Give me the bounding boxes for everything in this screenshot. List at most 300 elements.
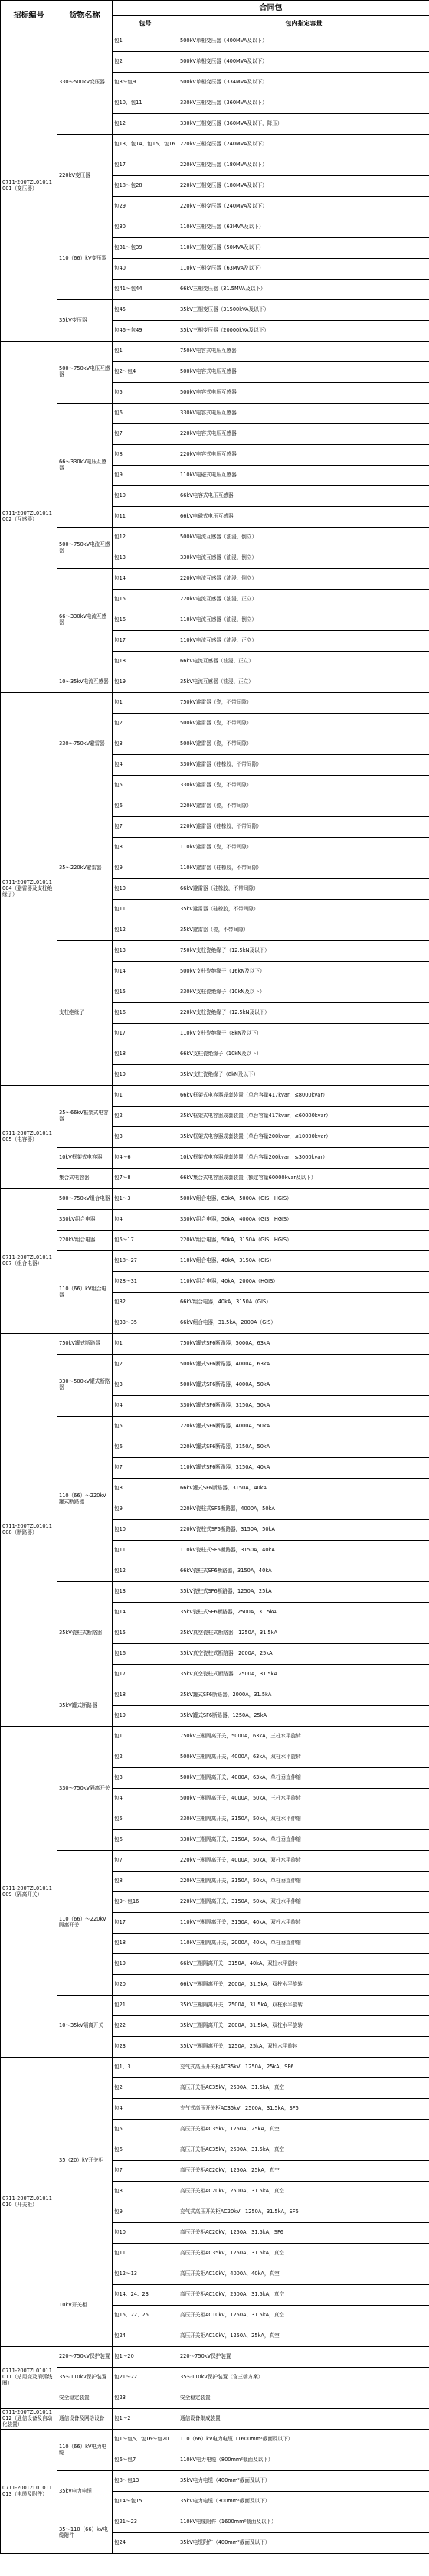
package-description-cell: 35kV三相变压器（20000kVA及以下） bbox=[178, 321, 429, 342]
package-number-cell: 包1 bbox=[113, 1727, 178, 1747]
package-description-cell: 500kV组合电器，63kA，5000A（GIS，HGIS） bbox=[178, 1189, 429, 1210]
goods-name-cell: 66～330kV电流互感器 bbox=[57, 569, 113, 672]
package-number-cell: 包6 bbox=[113, 404, 178, 424]
package-number-cell: 包18～包28 bbox=[113, 176, 178, 197]
table-row bbox=[1, 2512, 429, 2533]
package-description-cell: 35kV罐式SF6断路器，2000A，31.5kA bbox=[178, 1685, 429, 1706]
table-row bbox=[1, 796, 429, 817]
package-number-cell: 包5 bbox=[113, 383, 178, 404]
package-description-cell: 充气式高压开关柜AC35kV，2500A，31.5kA，SF6 bbox=[178, 2099, 429, 2120]
package-number-cell: 包8 bbox=[113, 1872, 178, 1892]
package-description-cell: 66kV三相变压器（31.5MVA及以下） bbox=[178, 280, 429, 300]
package-description-cell: 66kV支柱瓷绝缘子（10kN及以下） bbox=[178, 1044, 429, 1065]
package-description-cell: 66kV集合式电容器成套装置（额定容量60000kvar及以下） bbox=[178, 1169, 429, 1189]
package-description-cell: 220kV电容式电压互感器 bbox=[178, 424, 429, 445]
header-row-top bbox=[1, 1, 429, 16]
package-description-cell: 35kV三相隔离开关，2000A，31.5kA，双柱水平旋转 bbox=[178, 2016, 429, 2037]
package-number-cell: 包1 bbox=[113, 31, 178, 52]
package-description-cell: 66kV组合电器，40kA，3150A（GIS） bbox=[178, 1293, 429, 1313]
package-description-cell: 高压开关柜AC35kV，2500A，31.5kA，真空 bbox=[178, 2078, 429, 2099]
package-description-cell: 110kV避雷器（硅橡胶，不带间隙） bbox=[178, 858, 429, 879]
package-number-cell: 包1 bbox=[113, 342, 178, 362]
package-number-cell: 包19 bbox=[113, 672, 178, 693]
package-description-cell: 35kV三相隔离开关，2500A，31.5kA，双柱水平旋转 bbox=[178, 1996, 429, 2016]
package-description-cell: 110kV电磁式电压互感器 bbox=[178, 466, 429, 486]
goods-name-cell: 110（66）kV组合电器 bbox=[57, 1251, 113, 1334]
package-number-cell: 包18 bbox=[113, 1044, 178, 1065]
package-description-cell: 330kV三相变压器（360MVA及以下） bbox=[178, 93, 429, 114]
goods-name-cell: 35kV电力电缆 bbox=[57, 2471, 113, 2512]
package-number-cell: 包3 bbox=[113, 1127, 178, 1148]
column-header-goods: 货物名称 bbox=[57, 1, 113, 31]
package-description-cell: 220kV避雷器（瓷，不带间隙） bbox=[178, 796, 429, 817]
package-number-cell: 包8 bbox=[113, 445, 178, 466]
package-description-cell: 220～750kV保护装置 bbox=[178, 2347, 429, 2368]
package-description-cell: 110kV支柱瓷绝缘子（8kN及以下） bbox=[178, 1024, 429, 1044]
package-description-cell: 220kV三相变压器（180MVA及以下） bbox=[178, 155, 429, 176]
goods-name-cell: 220kV变压器 bbox=[57, 135, 113, 217]
package-number-cell: 包19 bbox=[113, 1706, 178, 1727]
package-description-cell: 220kV三相变压器（240MVA及以下） bbox=[178, 197, 429, 217]
package-number-cell: 包10 bbox=[113, 2223, 178, 2244]
goods-name-cell: 35kV瓷柱式断路器 bbox=[57, 1582, 113, 1685]
package-description-cell: 66kV电流互感器（油浸、正立） bbox=[178, 652, 429, 672]
goods-name-cell: 集合式电容器 bbox=[57, 1169, 113, 1189]
package-number-cell: 包32 bbox=[113, 1293, 178, 1313]
package-number-cell: 包1～2 bbox=[113, 2409, 178, 2430]
package-number-cell: 包7 bbox=[113, 1458, 178, 1479]
package-number-cell: 包10、包11 bbox=[113, 93, 178, 114]
table-row bbox=[1, 941, 429, 962]
tender-index-cell: 0711-200TZL01011009（隔离开关） bbox=[1, 1727, 57, 2058]
package-number-cell: 包3 bbox=[113, 1375, 178, 1396]
package-number-cell: 包11 bbox=[113, 900, 178, 920]
package-description-cell: 330kV三相隔离开关，3150A，50kA，双柱水平伸缩 bbox=[178, 1809, 429, 1830]
table-row bbox=[1, 2347, 429, 2368]
package-number-cell: 包24 bbox=[113, 2326, 178, 2347]
package-number-cell: 包19 bbox=[113, 1065, 178, 1086]
goods-name-cell: 35～220kV避雷器 bbox=[57, 796, 113, 941]
package-description-cell: 66kV避雷器（硅橡胶，不带间隙） bbox=[178, 879, 429, 900]
table-row bbox=[1, 1189, 429, 1210]
package-description-cell: 500kV单相变压器（400MVA及以下） bbox=[178, 31, 429, 52]
package-number-cell: 包15 bbox=[113, 590, 178, 610]
table-row bbox=[1, 693, 429, 714]
package-description-cell: 500kV避雷器（瓷，不带间隙） bbox=[178, 734, 429, 755]
package-number-cell: 包12 bbox=[113, 114, 178, 135]
package-number-cell: 包40 bbox=[113, 259, 178, 280]
package-number-cell: 包6 bbox=[113, 1830, 178, 1851]
goods-name-cell: 220～750kV保护装置 bbox=[57, 2347, 113, 2368]
package-description-cell: 500kV罐式SF6断路器，4000A，50kA bbox=[178, 1375, 429, 1396]
package-number-cell: 包1 bbox=[113, 693, 178, 714]
package-description-cell: 35kV三相变压器（31500kVA及以下） bbox=[178, 300, 429, 321]
package-number-cell: 包5 bbox=[113, 1417, 178, 1437]
package-number-cell: 包45 bbox=[113, 300, 178, 321]
package-description-cell: 220kV三相隔离开关，4000A，50kA，双柱水平旋转 bbox=[178, 1851, 429, 1872]
package-description-cell: 750kV支柱瓷绝缘子（12.5kN及以下） bbox=[178, 941, 429, 962]
package-description-cell: 66kV三相隔离开关，2000A，31.5kA，双柱水平旋转 bbox=[178, 1975, 429, 1996]
package-number-cell: 包14 bbox=[113, 569, 178, 590]
table-row bbox=[1, 2409, 429, 2430]
package-description-cell: 220kV罐式SF6断路器，3150A，50kA bbox=[178, 1437, 429, 1458]
package-number-cell: 包9 bbox=[113, 2202, 178, 2223]
table-row bbox=[1, 1210, 429, 1231]
table-row bbox=[1, 342, 429, 362]
package-description-cell: 66kV电容式电压互感器 bbox=[178, 486, 429, 507]
package-description-cell: 330kV电容式电压互感器 bbox=[178, 404, 429, 424]
table-row bbox=[1, 1727, 429, 1747]
package-number-cell: 包1 bbox=[113, 1086, 178, 1107]
package-number-cell: 包21 bbox=[113, 1996, 178, 2016]
package-number-cell: 包8 bbox=[113, 2182, 178, 2202]
package-number-cell: 包29 bbox=[113, 197, 178, 217]
package-description-cell: 66kV罐式SF6断路器，3150A，40kA bbox=[178, 1479, 429, 1499]
package-number-cell: 包13 bbox=[113, 1582, 178, 1603]
tender-index-cell: 0711-200TZL01011007（组合电器） bbox=[1, 1189, 57, 1334]
tender-index-cell: 0711-200TZL01011010（开关柜） bbox=[1, 2058, 57, 2347]
package-number-cell: 包23 bbox=[113, 2037, 178, 2058]
package-number-cell: 包19 bbox=[113, 1954, 178, 1975]
package-number-cell: 包12～13 bbox=[113, 2264, 178, 2285]
package-number-cell: 包2 bbox=[113, 714, 178, 734]
package-description-cell: 220kV三相隔离开关，3150A，50kA，双柱水平伸缩 bbox=[178, 1892, 429, 1913]
tender-index-cell: 0711-200TZL01011005（电容器） bbox=[1, 1086, 57, 1189]
package-number-cell: 包2 bbox=[113, 1107, 178, 1127]
goods-name-cell: 330～500kV罐式断路器 bbox=[57, 1355, 113, 1417]
goods-name-cell: 110（66）kV变压器 bbox=[57, 217, 113, 300]
package-number-cell: 包5 bbox=[113, 776, 178, 796]
table-row bbox=[1, 1086, 429, 1107]
package-description-cell: 通信设备集成装置 bbox=[178, 2409, 429, 2430]
package-number-cell: 包18 bbox=[113, 652, 178, 672]
package-number-cell: 包17 bbox=[113, 631, 178, 652]
package-description-cell: 220kV组合电器，50kA，3150A（GIS，HGIS） bbox=[178, 1231, 429, 1251]
package-description-cell: 110kV避雷器（瓷，不带间隙） bbox=[178, 838, 429, 858]
package-description-cell: 110kV电缆附件（1600mm²截面及以下） bbox=[178, 2512, 429, 2533]
package-number-cell: 包6 bbox=[113, 2140, 178, 2161]
goods-name-cell: 35～66kV框架式电容器 bbox=[57, 1086, 113, 1148]
table-row bbox=[1, 31, 429, 52]
table-row bbox=[1, 135, 429, 155]
table-row bbox=[1, 2058, 429, 2078]
package-description-cell: 220kV三相隔离开关，3150A，50kA，单柱垂直伸缩 bbox=[178, 1872, 429, 1892]
package-number-cell: 包21～22 bbox=[113, 2368, 178, 2388]
table-row bbox=[1, 528, 429, 548]
package-number-cell: 包24 bbox=[113, 2533, 178, 2554]
package-number-cell: 包20 bbox=[113, 1975, 178, 1996]
package-number-cell: 包3～包9 bbox=[113, 73, 178, 93]
package-description-cell: 330kV避雷器（瓷，不带间隙） bbox=[178, 776, 429, 796]
table-row bbox=[1, 300, 429, 321]
package-number-cell: 包17 bbox=[113, 1913, 178, 1934]
table-row bbox=[1, 2471, 429, 2492]
package-description-cell: 220kV三相变压器（240MVA及以下） bbox=[178, 135, 429, 155]
package-description-cell: 110kV电力电缆（800mm²截面及以下） bbox=[178, 2450, 429, 2471]
package-number-cell: 包10 bbox=[113, 486, 178, 507]
goods-name-cell: 35（20）kV开关柜 bbox=[57, 2058, 113, 2264]
package-description-cell: 35kV电流互感器（油浸、正立） bbox=[178, 672, 429, 693]
goods-name-cell: 10～35kV隔离开关 bbox=[57, 1996, 113, 2058]
goods-name-cell: 110（66）kV电力电缆 bbox=[57, 2430, 113, 2471]
goods-name-cell: 330～500kV变压器 bbox=[57, 31, 113, 135]
goods-name-cell: 安全稳定装置 bbox=[57, 2388, 113, 2409]
tender-index-cell: 0711-200TZL01011001（变压器） bbox=[1, 31, 57, 342]
table-row bbox=[1, 1582, 429, 1603]
package-number-cell: 包9～包16 bbox=[113, 1892, 178, 1913]
package-number-cell: 包8 bbox=[113, 838, 178, 858]
package-number-cell: 包15、22、25 bbox=[113, 2306, 178, 2326]
package-number-cell: 包4 bbox=[113, 2099, 178, 2120]
package-description-cell: 35kV框架式电容器成套装置（单台容量200kvar，≤10000kvar） bbox=[178, 1127, 429, 1148]
package-description-cell: 220kV罐式SF6断路器，4000A，50kA bbox=[178, 1417, 429, 1437]
package-number-cell: 包18～27 bbox=[113, 1251, 178, 1272]
package-number-cell: 包3 bbox=[113, 734, 178, 755]
package-number-cell: 包1 bbox=[113, 1334, 178, 1355]
tender-index-cell: 0711-200TZL01011012（通信设备及自动化装置） bbox=[1, 2409, 57, 2430]
package-description-cell: 安全稳定装置 bbox=[178, 2388, 429, 2409]
package-number-cell: 包4 bbox=[113, 1210, 178, 1231]
package-description-cell: 500kV电容式电压互感器 bbox=[178, 362, 429, 383]
goods-name-cell: 10kV开关柜 bbox=[57, 2264, 113, 2347]
package-description-cell: 充气式高压开关柜AC35kV，1250A，25kA，SF6 bbox=[178, 2058, 429, 2078]
package-description-cell: 110kV电流互感器（油浸、正立） bbox=[178, 631, 429, 652]
package-number-cell: 包14、24、23 bbox=[113, 2285, 178, 2306]
package-description-cell: 750kV罐式SF6断路器，5000A，63kA bbox=[178, 1334, 429, 1355]
package-number-cell: 包16 bbox=[113, 610, 178, 631]
column-header-index: 招标编号 bbox=[1, 1, 57, 31]
goods-name-cell: 通信设备及网络设备 bbox=[57, 2409, 113, 2430]
package-number-cell: 包33～35 bbox=[113, 1313, 178, 1334]
table-row bbox=[1, 1231, 429, 1251]
table-row bbox=[1, 1685, 429, 1706]
goods-name-cell: 500～750kV组合电器 bbox=[57, 1189, 113, 1210]
package-description-cell: 110kV三相隔离开关，3150A，40kA，双柱水平旋转 bbox=[178, 1913, 429, 1934]
column-header-package: 包号 bbox=[113, 16, 178, 31]
goods-name-cell: 10～35kV电流互感器 bbox=[57, 672, 113, 693]
package-description-cell: 220kV瓷柱式SF6断路器，3150A，50kA bbox=[178, 1520, 429, 1541]
package-number-cell: 包2 bbox=[113, 1747, 178, 1768]
goods-name-cell: 35kV罐式断路器 bbox=[57, 1685, 113, 1727]
package-number-cell: 包4～6 bbox=[113, 1148, 178, 1169]
table-row bbox=[1, 404, 429, 424]
package-description-cell: 500kV单相变压器（400MVA及以下） bbox=[178, 52, 429, 73]
package-description-cell: 330kV电流互感器（油浸、倒立） bbox=[178, 548, 429, 569]
goods-name-cell: 支柱绝缘子 bbox=[57, 941, 113, 1086]
package-description-cell: 110kV三相变压器（63MVA及以下） bbox=[178, 259, 429, 280]
table-row bbox=[1, 217, 429, 238]
tender-index-cell: 0711-200TZL01011002（互感器） bbox=[1, 342, 57, 693]
goods-name-cell: 35～110kV保护装置 bbox=[57, 2368, 113, 2388]
package-description-cell: 220kV避雷器（硅橡胶，不带间隙） bbox=[178, 817, 429, 838]
package-description-cell: 330kV三相变压器（360MVA及以下，降压） bbox=[178, 114, 429, 135]
package-number-cell: 包5～17 bbox=[113, 1231, 178, 1251]
goods-name-cell: 35kV变压器 bbox=[57, 300, 113, 342]
package-description-cell: 330kV支柱瓷绝缘子（10kN及以下） bbox=[178, 982, 429, 1003]
package-number-cell: 包15 bbox=[113, 1623, 178, 1644]
package-description-cell: 35kV电缆附件（400mm²截面及以下） bbox=[178, 2533, 429, 2554]
package-description-cell: 高压开关柜AC10kV，1250A，25kA，真空 bbox=[178, 2326, 429, 2347]
package-number-cell: 包11 bbox=[113, 507, 178, 528]
package-description-cell: 500kV三相隔离开关，4000A，63kA，双柱水平旋转 bbox=[178, 1747, 429, 1768]
tender-index-cell: 0711-200TZL01011004（避雷器及支柱绝缘子） bbox=[1, 693, 57, 1086]
table-row bbox=[1, 1417, 429, 1437]
table-row bbox=[1, 1996, 429, 2016]
package-description-cell: 110kV罐式SF6断路器，3150A，40kA bbox=[178, 1458, 429, 1479]
package-description-cell: 220kV电流互感器（油浸、倒立） bbox=[178, 569, 429, 590]
package-number-cell: 包17 bbox=[113, 1024, 178, 1044]
package-number-cell: 包7 bbox=[113, 2161, 178, 2182]
goods-name-cell: 10kV框架式电容器 bbox=[57, 1148, 113, 1169]
package-number-cell: 包2 bbox=[113, 52, 178, 73]
goods-name-cell: 500～750kV电压互感器 bbox=[57, 342, 113, 404]
package-description-cell: 高压开关柜AC35kV，1250A，31.5kA，真空 bbox=[178, 2244, 429, 2264]
package-number-cell: 包6 bbox=[113, 796, 178, 817]
package-description-cell: 35kV真空瓷柱式断路器，2500A，31.5kA bbox=[178, 1665, 429, 1685]
package-description-cell: 35kV罐式SF6断路器，1250A，25kA bbox=[178, 1706, 429, 1727]
package-number-cell: 包9 bbox=[113, 466, 178, 486]
table-row bbox=[1, 2430, 429, 2450]
package-number-cell: 包2 bbox=[113, 1355, 178, 1375]
package-number-cell: 包2～包4 bbox=[113, 362, 178, 383]
package-description-cell: 500kV避雷器（瓷，不带间隙） bbox=[178, 714, 429, 734]
package-number-cell: 包15 bbox=[113, 982, 178, 1003]
package-description-cell: 高压开关柜AC20kV，2500A，31.5kA，真空 bbox=[178, 2182, 429, 2202]
package-number-cell: 包1、3 bbox=[113, 2058, 178, 2078]
package-description-cell: 500kV支柱瓷绝缘子（16kN及以下） bbox=[178, 962, 429, 982]
table-row bbox=[1, 1355, 429, 1375]
package-description-cell: 高压开关柜AC35kV，1250A，25kA，真空 bbox=[178, 2120, 429, 2140]
package-number-cell: 包21～23 bbox=[113, 2512, 178, 2533]
package-description-cell: 66kV三相隔离开关，3150A，40kA，双柱水平旋转 bbox=[178, 1954, 429, 1975]
package-number-cell: 包4 bbox=[113, 1396, 178, 1417]
package-number-cell: 包7～8 bbox=[113, 1169, 178, 1189]
package-description-cell: 500kV罐式SF6断路器，4000A，63kA bbox=[178, 1355, 429, 1375]
package-number-cell: 包31～包39 bbox=[113, 238, 178, 259]
package-number-cell: 包17 bbox=[113, 155, 178, 176]
package-description-cell: 500kV三相隔离开关，4000A，50kA，三柱水平旋转 bbox=[178, 1789, 429, 1809]
package-number-cell: 包18 bbox=[113, 1685, 178, 1706]
package-number-cell: 包1～3 bbox=[113, 1189, 178, 1210]
package-description-cell: 220kV电容式电压互感器 bbox=[178, 445, 429, 466]
package-number-cell: 包6 bbox=[113, 1437, 178, 1458]
package-number-cell: 包28～31 bbox=[113, 1272, 178, 1293]
table-row bbox=[1, 1251, 429, 1272]
package-number-cell: 包6～包7 bbox=[113, 2450, 178, 2471]
package-description-cell: 220kV电流互感器（油浸、正立） bbox=[178, 590, 429, 610]
column-header-group: 合同包 bbox=[113, 1, 429, 16]
package-description-cell: 35kV瓷柱式SF6断路器，1250A，25kA bbox=[178, 1582, 429, 1603]
package-description-cell: 330kV避雷器（硅橡胶，不带间隙） bbox=[178, 755, 429, 776]
package-description-cell: 750kV电容式电压互感器 bbox=[178, 342, 429, 362]
package-description-cell: 10kV框架式电容器成套装置（单台容量200kvar，≤3000kvar） bbox=[178, 1148, 429, 1169]
package-description-cell: 高压开关柜AC10kV，2500A，31.5kA，真空 bbox=[178, 2285, 429, 2306]
package-description-cell: 高压开关柜AC20kV，1250A，31.5kA，SF6 bbox=[178, 2223, 429, 2244]
package-description-cell: 35kV电力电缆（300mm²截面及以下） bbox=[178, 2492, 429, 2512]
table-row bbox=[1, 1334, 429, 1355]
package-description-cell: 35kV避雷器（瓷，不带间隙） bbox=[178, 920, 429, 941]
package-description-cell: 110kV三相隔离开关，2000A，40kA，单柱垂直伸缩 bbox=[178, 1934, 429, 1954]
package-description-cell: 500kV单相变压器（334MVA及以下） bbox=[178, 73, 429, 93]
package-description-cell: 高压开关柜AC10kV，4000A，40kA，真空 bbox=[178, 2264, 429, 2285]
tender-index-cell: 0711-200TZL01011013（电缆及附件） bbox=[1, 2430, 57, 2554]
table-row bbox=[1, 569, 429, 590]
package-description-cell: 高压开关柜AC10kV，1250A，31.5kA，真空 bbox=[178, 2306, 429, 2326]
package-description-cell: 110kV三相变压器（50MVA及以下） bbox=[178, 238, 429, 259]
package-description-cell: 66kV电磁式电压互感器 bbox=[178, 507, 429, 528]
package-description-cell: 330kV罐式SF6断路器，3150A，50kA bbox=[178, 1396, 429, 1417]
package-number-cell: 包23 bbox=[113, 2388, 178, 2409]
package-number-cell: 包1～包5、包16～包20 bbox=[113, 2430, 178, 2450]
package-description-cell: 330kV三相隔离开关，3150A，50kA，单柱垂直伸缩 bbox=[178, 1830, 429, 1851]
package-description-cell: 35kV瓷柱式SF6断路器，2500A，31.5kA bbox=[178, 1603, 429, 1623]
package-number-cell: 包41～包44 bbox=[113, 280, 178, 300]
package-number-cell: 包13 bbox=[113, 548, 178, 569]
package-number-cell: 包1～20 bbox=[113, 2347, 178, 2368]
package-description-cell: 110（66）kV电力电缆（1600mm²截面及以下） bbox=[178, 2430, 429, 2450]
package-number-cell: 包8 bbox=[113, 1479, 178, 1499]
package-description-cell: 220kV支柱瓷绝缘子（12.5kN及以下） bbox=[178, 1003, 429, 1024]
package-description-cell: 500kV电容式电压互感器 bbox=[178, 383, 429, 404]
package-description-cell: 500kV三相隔离开关，4000A，63kA，单柱垂直伸缩 bbox=[178, 1768, 429, 1789]
package-number-cell: 包12 bbox=[113, 528, 178, 548]
goods-name-cell: 220kV组合电器 bbox=[57, 1231, 113, 1251]
package-description-cell: 110kV三相变压器（63MVA及以下） bbox=[178, 217, 429, 238]
package-description-cell: 220kV瓷柱式SF6断路器，4000A，50kA bbox=[178, 1499, 429, 1520]
package-description-cell: 高压开关柜AC20kV，1250A，25kA，真空 bbox=[178, 2161, 429, 2182]
package-number-cell: 包18 bbox=[113, 1934, 178, 1954]
package-number-cell: 包17 bbox=[113, 1665, 178, 1685]
package-description-cell: 35kV真空瓷柱式断路器，2000A，25kA bbox=[178, 1644, 429, 1665]
package-description-cell: 66kV框架式电容器成套装置（单台容量417kvar，≤8000kvar） bbox=[178, 1086, 429, 1107]
package-number-cell: 包5 bbox=[113, 1809, 178, 1830]
package-number-cell: 包11 bbox=[113, 1541, 178, 1561]
package-number-cell: 包9 bbox=[113, 858, 178, 879]
package-number-cell: 包13、包14、包15、包16 bbox=[113, 135, 178, 155]
table-row bbox=[1, 1148, 429, 1169]
package-number-cell: 包16 bbox=[113, 1644, 178, 1665]
package-number-cell: 包7 bbox=[113, 817, 178, 838]
tender-index-cell: 0711-200TZL01011011（站用变及消弧线圈） bbox=[1, 2347, 57, 2409]
package-number-cell: 包14～包15 bbox=[113, 2492, 178, 2512]
package-number-cell: 包13 bbox=[113, 941, 178, 962]
package-description-cell: 35kV避雷器（硅橡胶，不带间隙） bbox=[178, 900, 429, 920]
package-number-cell: 包8～包13 bbox=[113, 2471, 178, 2492]
package-number-cell: 包4 bbox=[113, 1789, 178, 1809]
table-row bbox=[1, 2388, 429, 2409]
goods-name-cell: 66～330kV电压互感器 bbox=[57, 404, 113, 528]
package-description-cell: 500kV电流互感器（油浸、倒立） bbox=[178, 528, 429, 548]
package-description-cell: 35kV电力电缆（400mm²截面及以下） bbox=[178, 2471, 429, 2492]
goods-name-cell: 330kV组合电器 bbox=[57, 1210, 113, 1231]
table-row bbox=[1, 2264, 429, 2285]
package-description-cell: 高压开关柜AC35kV，2500A，31.5kA，真空 bbox=[178, 2140, 429, 2161]
package-number-cell: 包30 bbox=[113, 217, 178, 238]
package-description-cell: 35kV支柱瓷绝缘子（8kN及以下） bbox=[178, 1065, 429, 1086]
goods-name-cell: 500～750kV电流互感器 bbox=[57, 528, 113, 569]
goods-name-cell: 35～110（66）kV电缆附件 bbox=[57, 2512, 113, 2554]
package-description-cell: 330kV组合电器，50kA，4000A（GIS，HGIS） bbox=[178, 1210, 429, 1231]
package-description-cell: 220kV三相变压器（180MVA及以下） bbox=[178, 176, 429, 197]
package-number-cell: 包14 bbox=[113, 1603, 178, 1623]
package-number-cell: 包22 bbox=[113, 2016, 178, 2037]
goods-name-cell: 330～750kV隔离开关 bbox=[57, 1727, 113, 1851]
package-description-cell: 66kV组合电器，31.5kA，2000A（GIS） bbox=[178, 1313, 429, 1334]
package-number-cell: 包4 bbox=[113, 755, 178, 776]
package-description-cell: 35kV真空瓷柱式断路器，1250A，31.5kA bbox=[178, 1623, 429, 1644]
package-number-cell: 包10 bbox=[113, 1520, 178, 1541]
package-number-cell: 包12 bbox=[113, 1561, 178, 1582]
